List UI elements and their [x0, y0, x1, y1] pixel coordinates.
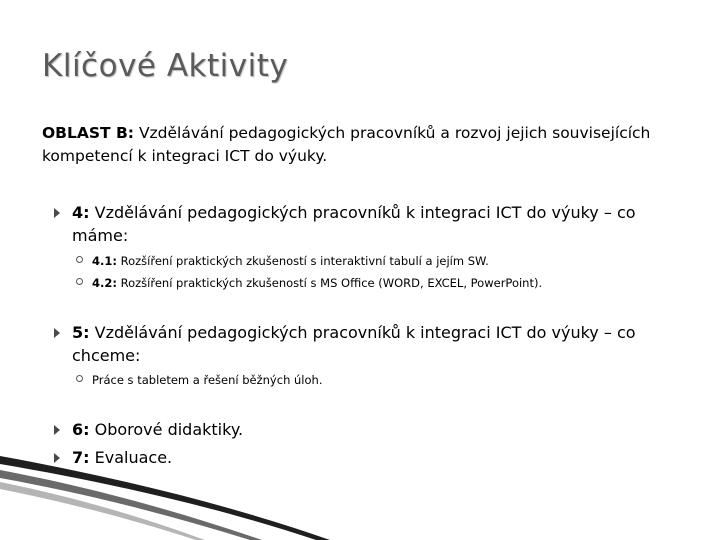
- sub-item-code: 4.1:: [92, 254, 117, 268]
- ring-bullet-icon: [76, 375, 83, 382]
- bullet-text: [72, 418, 654, 441]
- bullet-code: 7:: [72, 448, 90, 467]
- ring-bullet-icon: [76, 256, 83, 263]
- bullet-item-7: [54, 446, 654, 469]
- sub-item-code: 4.2:: [92, 276, 117, 290]
- arrow-bullet-icon: [54, 208, 60, 218]
- bullet-label: Oborové didaktiky.: [89, 420, 244, 439]
- bullet-label: Vzdělávání pedagogických pracovníků k integraci ICT do výuky – co máme:: [72, 203, 636, 245]
- intro-text: Vzdělávání pedagogických pracovníků a rozvoj jejich souvisejících kompetencí k integraci ICT do výuky.: [42, 124, 651, 165]
- bullet-text: [72, 201, 654, 247]
- bullet-item-5: [54, 321, 654, 367]
- bullet-label: Vzdělávání pedagogických pracovníků k integraci ICT do výuky – co chceme:: [72, 323, 636, 365]
- intro-lead: OBLAST B:: [42, 124, 135, 142]
- arrow-bullet-icon: [54, 453, 60, 463]
- slide-title: Klíčové Aktivity: [42, 48, 289, 84]
- ring-bullet-icon: [76, 278, 83, 285]
- sub-item-4-1: [76, 251, 676, 271]
- bullet-text: [72, 321, 654, 367]
- sub-item-text: Práce s tabletem a řešení běžných úloh.: [92, 373, 323, 387]
- sub-item-text: Rozšíření praktických zkušeností s MS Office (WORD, EXCEL, PowerPoint).: [116, 276, 543, 290]
- bullet-code: 5:: [72, 323, 90, 342]
- bullet-label: Evaluace.: [89, 448, 173, 467]
- sub-item-5-1: [76, 370, 676, 390]
- bullet-code: 6:: [72, 420, 90, 439]
- bullet-item-4: [54, 201, 654, 247]
- sub-item-text: Rozšíření praktických zkušeností s interaktivní tabulí a jejím SW.: [116, 254, 489, 268]
- arrow-bullet-icon: [54, 328, 60, 338]
- arrow-bullet-icon: [54, 425, 60, 435]
- bullet-code: 4:: [72, 203, 90, 222]
- intro-paragraph: [42, 122, 672, 168]
- bullet-text: [72, 446, 654, 469]
- sub-item-4-2: [76, 273, 676, 293]
- bullet-item-6: [54, 418, 654, 441]
